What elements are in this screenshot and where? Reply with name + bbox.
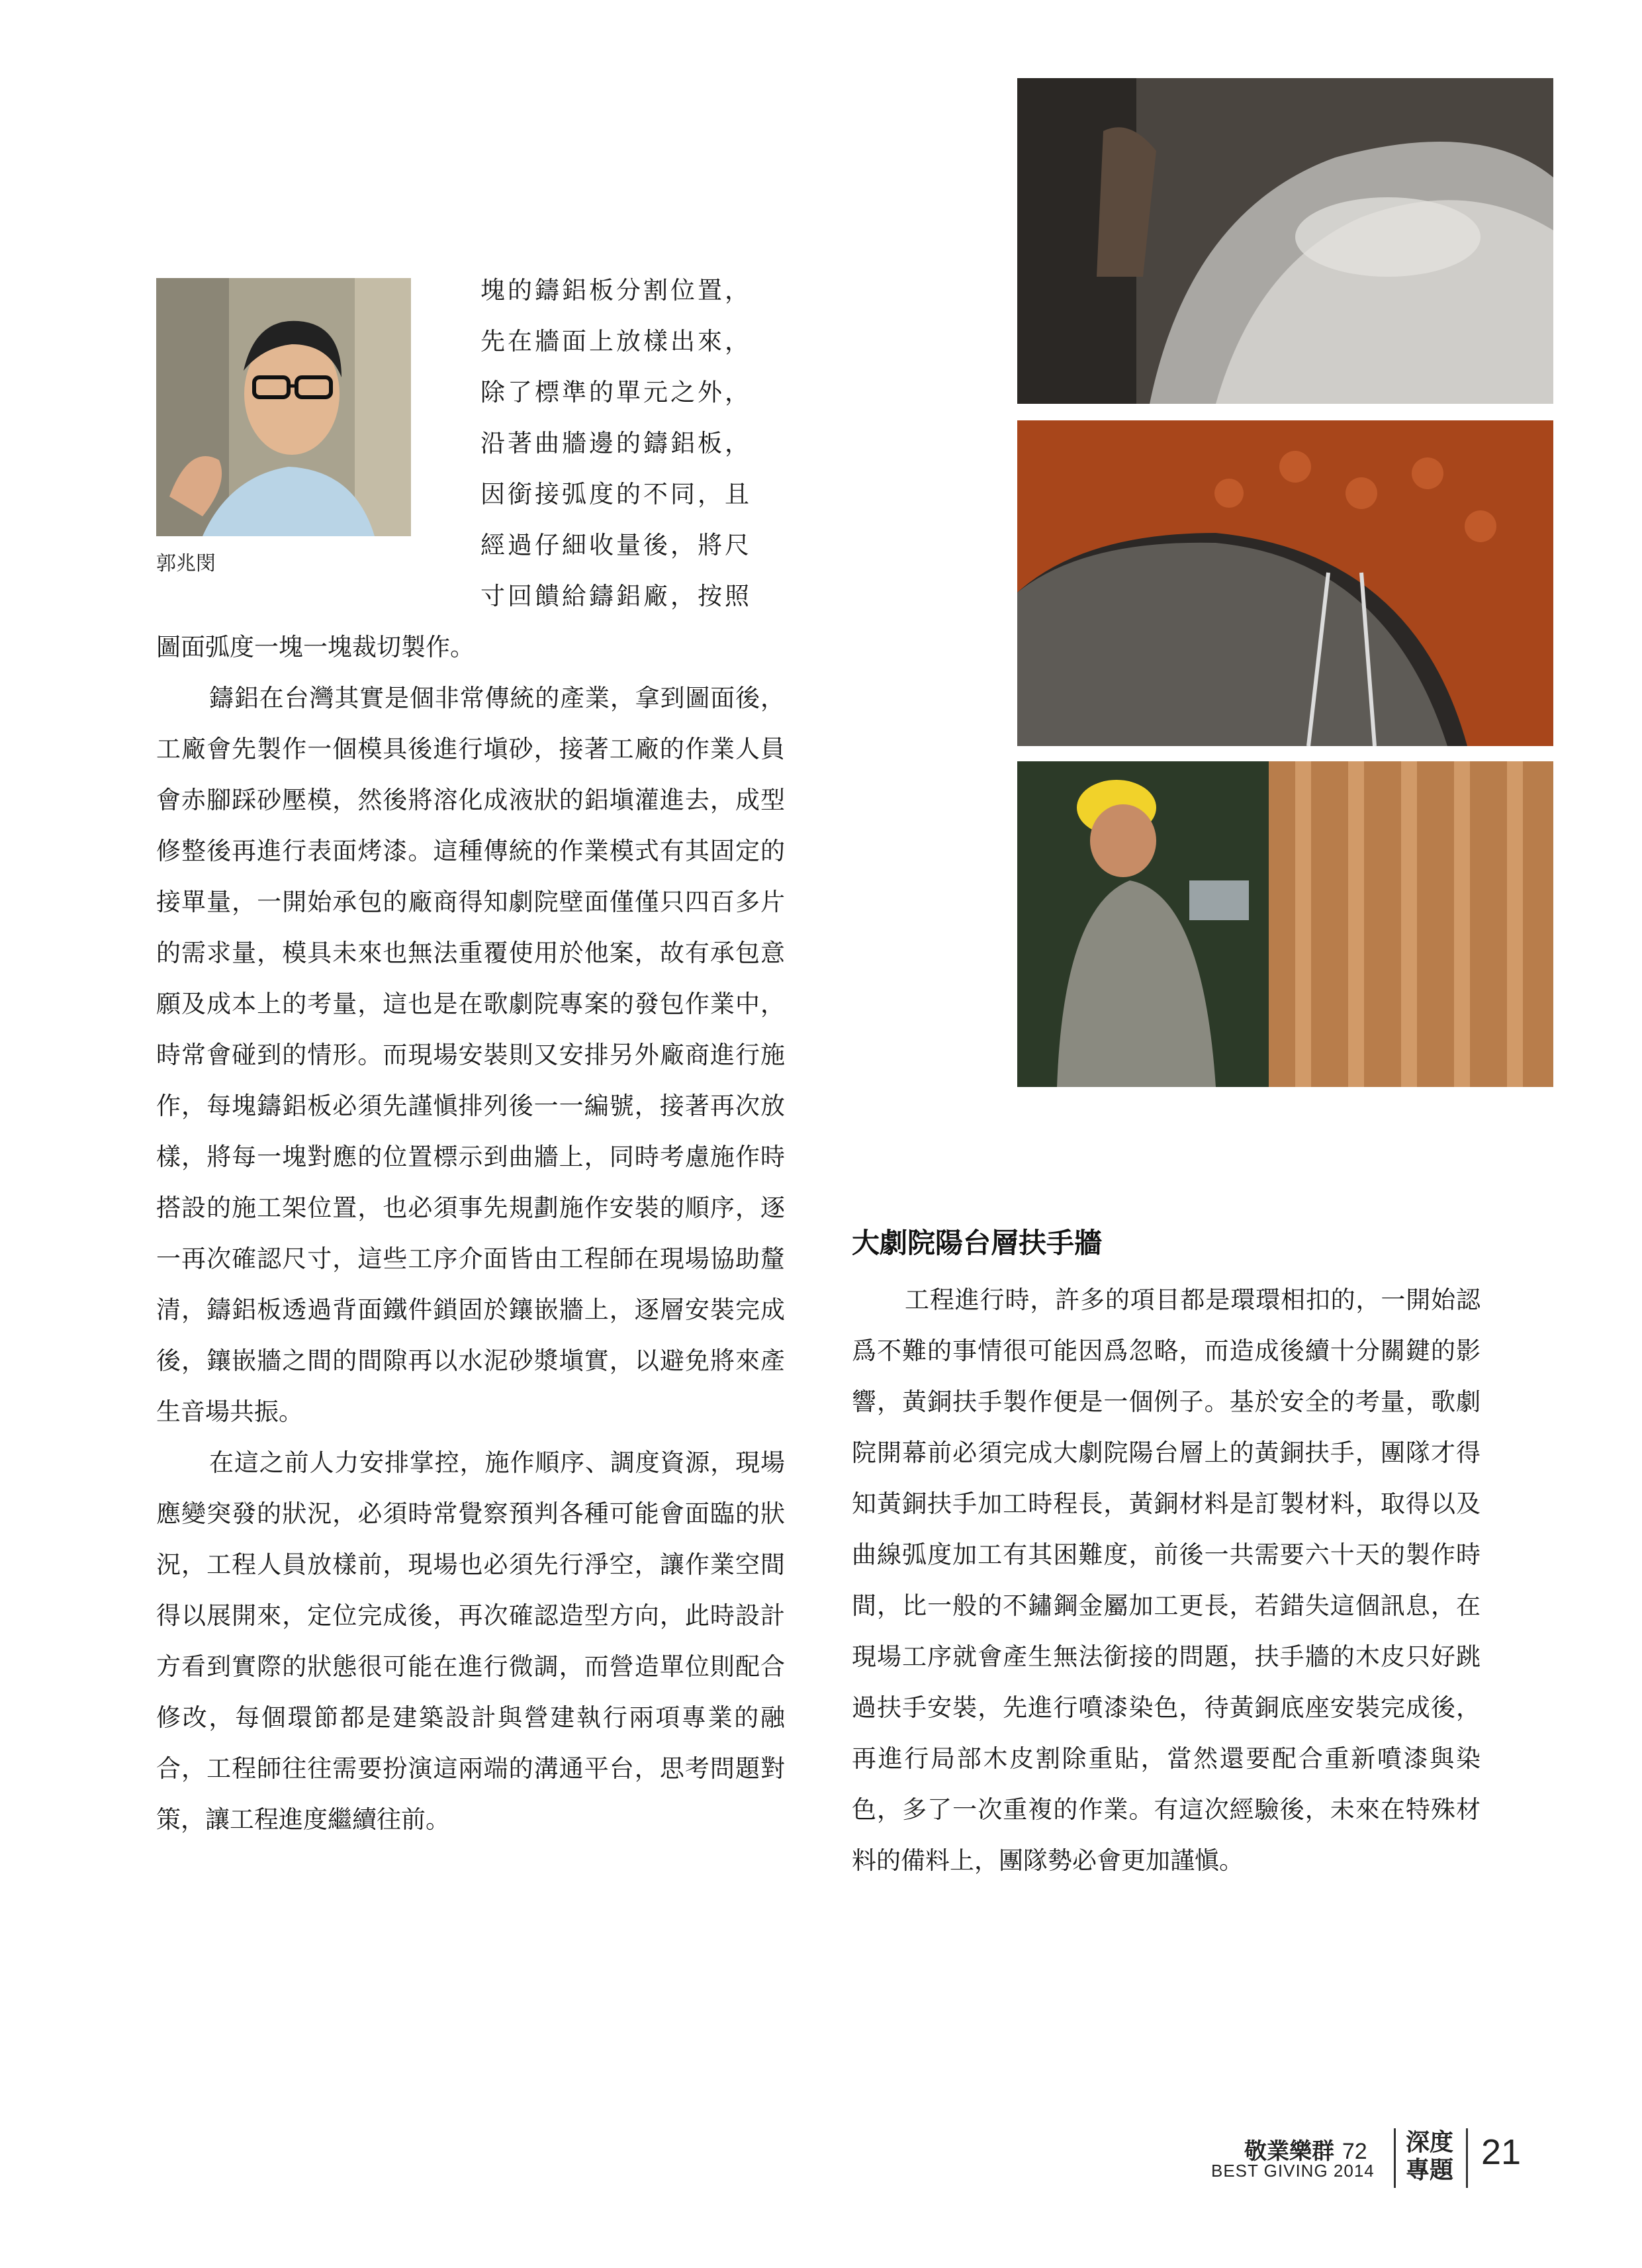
body-paragraph: 工程進行時，許多的項目都是環環相扣的，一開始認爲不難的事情很可能因爲忽略，而造成後續十分關鍵的影響，黃銅扶手製作便是一個例子。基於安全的考量，歌劇院開幕前必須完成大劇院陽台層上的黃銅扶手，團隊才得知黃銅扶手加工時程長，黃銅材料是訂製材料，取得以及曲線弧度加工有其困難度，前後一共需要六十天的製作時間，比一般的不鏽鋼金屬加工更長，若錯失這個訊息，在現場工序就會產生無法銜接的問題，扶手牆的木皮只好跳過扶手安裝，先進行噴漆染色，待黃銅底座安裝完成後，再進行局部木皮割除重貼，當然還要配合重新噴漆與染色，多了一次重複的作業。有這次經驗後，未來在特殊材料的備料上，團隊勢必會更加謹愼。 [852,1286,1481,1875]
footer-magazine-name: 敬業樂群 [1244,2138,1334,2165]
section-title: 大劇院陽台層扶手牆 [852,1227,1103,1259]
footer-section-bottom: 專題 [1406,2156,1454,2184]
portrait-illustration [156,278,411,536]
left-column [156,622,785,1845]
photo-curved-wall-illustration [1017,420,1553,746]
body-paragraph: 在這之前人力安排掌控，施作順序、調度資源，現場應變突發的狀況，必須時常覺察預判各種可能會面臨的狀況，工程人員放樣前，現場也必須先行淨空，讓作業空間得以展開來，定位完成後，再次確認造型方向，此時設計方看到實際的狀態很可能在進行微調，而營造單位則配合修改，每個環節都是建築設計與營建執行兩項專業的融合，工程師往往需要扮演這兩端的溝通平台，思考問題對策，讓工程進度繼續往前。 [156,1448,785,1834]
footer-divider [1466,2128,1468,2188]
footer-divider [1394,2128,1396,2188]
portrait-caption: 郭兆閔 [156,552,216,575]
intro-column [480,265,785,622]
body-paragraph: 圖面弧度一塊一塊裁切製作。 [156,633,475,661]
footer-section-top: 深度 [1406,2128,1454,2156]
intro-line: 因銜接弧度的不同，且 [480,480,752,508]
body-paragraph: 鑄鋁在台灣其實是個非常傳統的產業，拿到圖面後，工廠會先製作一個模具後進行塡砂，接著工廠的作業人員會赤腳踩砂壓模，然後將溶化成液狀的鋁塡灌進去，成型修整後再進行表面烤漆。這種傳統的作業模式有其固定的接單量，一開始承包的廠商得知劇院壁面僅僅只四百多片的需求量，模具未來也無法重覆使用於他案，故有承包意願及成本上的考量，這也是在歌劇院專案的發包作業中，時常會碰到的情形。而現場安裝則又安排另外廠商進行施作，每塊鑄鋁板必須先謹愼排列後一一編號，接著再次放樣，將每一塊對應的位置標示到曲牆上，同時考慮施作時搭設的施工架位置，也必須事先規劃施作安裝的順序，逐一再次確認尺寸，這些工序介面皆由工程師在現場協助釐清，鑄鋁板透過背面鐵件鎖固於鑲嵌牆上，逐層安裝完成後，鑲嵌牆之間的間隙再以水泥砂漿塡實，以避免將來產生音場共振。 [156,684,785,1426]
intro-line: 塊的鑄鋁板分割位置， [480,276,752,305]
intro-line: 寸回饋給鑄鋁廠，按照 [480,582,752,610]
photo-aluminum-panels [1017,78,1553,404]
intro-line: 沿著曲牆邊的鑄鋁板， [480,429,752,457]
portrait-photo [156,278,411,536]
footer-section [1406,2128,1459,2184]
photo-worker-illustration [1017,761,1553,1087]
intro-line: 先在牆面上放樣出來， [480,327,752,355]
photo-worker [1017,761,1553,1087]
intro-line: 除了標準的單元之外， [480,378,752,406]
footer-issue: 72 [1342,2139,1367,2164]
intro-line: 經過仔細收量後，將尺 [480,531,752,559]
right-column [852,1274,1481,1886]
footer-subtitle: BEST GIVING 2014 [1211,2161,1375,2181]
photo-aluminum-panels-illustration [1017,78,1553,404]
page-number: 21 [1481,2132,1522,2172]
photo-curved-wall [1017,420,1553,746]
